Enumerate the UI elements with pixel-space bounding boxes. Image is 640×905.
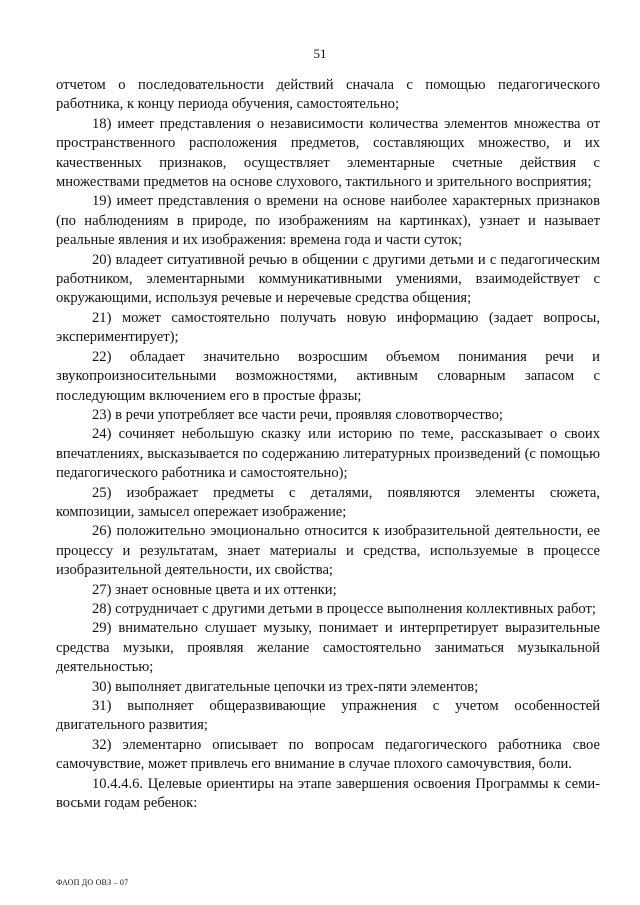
- footer-document-code: ФАОП ДО ОВЗ – 07: [56, 878, 129, 887]
- list-item-30: 30) выполняет двигательные цепочки из трех-пяти элементов;: [92, 678, 479, 695]
- list-item-26: 26) положительно эмоционально относится к изобразительной деятельности, ее процессу и результатам, знает материалы и средства, используемые в процессе изобразительной деятельности, их свойства;: [56, 523, 600, 579]
- list-item-22: 22) обладает значительно возросшим объемом понимания речи и звукопроизносительными возможностями, активным словарным запасом с последующим включением его в простые фразы;: [56, 348, 600, 404]
- list-item-21: 21) может самостоятельно получать новую информацию (задает вопросы, экспериментирует);: [56, 309, 600, 346]
- section-heading-10-4-4-6: 10.4.4.6. Целевые ориентиры на этапе завершения освоения Программы к семи-восьми годам ребенок:: [56, 775, 600, 812]
- list-item-24: 24) сочиняет небольшую сказку или историю по теме, рассказывает о своих впечатлениях, высказывается по содержанию литературных произведений (с помощью педагогического работника и самостоятельно);: [56, 426, 600, 482]
- page-number: 51: [313, 46, 327, 61]
- list-item-20: 20) владеет ситуативной речью в общении с другими детьми и с педагогическим работником, элементарными коммуникативными умениями, взаимодействует с окружающими, используя речевые и неречевые средства общения;: [56, 251, 600, 307]
- list-item-28: 28) сотрудничает с другими детьми в процессе выполнения коллективных работ;: [92, 600, 596, 617]
- list-item-23: 23) в речи употребляет все части речи, проявляя словотворчество;: [92, 406, 503, 423]
- list-item-19: 19) имеет представления о времени на основе наиболее характерных признаков (по наблюдениям в природе, по изображениям на картинках), узнает и называет реальные явления и их изображения: времена года и части суток;: [56, 193, 600, 249]
- list-item-32: 32) элементарно описывает по вопросам педагогического работника свое самочувствие, может привлечь его внимание в случае плохого самочувствия, боли.: [56, 736, 600, 773]
- list-item-18: 18) имеет представления о независимости количества элементов множества от пространственного расположения предметов, составляющих множество, и их качественных признаков, осуществляет элементарные счетные действия с множествами предметов на основе слухового, тактильного и зрительного восприятия;: [56, 115, 600, 191]
- paragraph-continuation: отчетом о последовательности действий сначала с помощью педагогического работника, к концу периода обучения, самостоятельно;: [56, 77, 600, 113]
- document-body: [56, 76, 600, 813]
- list-item-31: 31) выполняет общеразвивающие упражнения с учетом особенностей двигательного развития;: [56, 698, 600, 734]
- list-item-27: 27) знает основные цвета и их оттенки;: [92, 581, 337, 598]
- list-item-25: 25) изображает предметы с деталями, появляются элементы сюжета, композиции, замысел опережает изображение;: [56, 484, 600, 520]
- list-item-29: 29) внимательно слушает музыку, понимает и интерпретирует выразительные средства музыки, проявляя желание самостоятельно заниматься музыкальной деятельностью;: [56, 620, 600, 676]
